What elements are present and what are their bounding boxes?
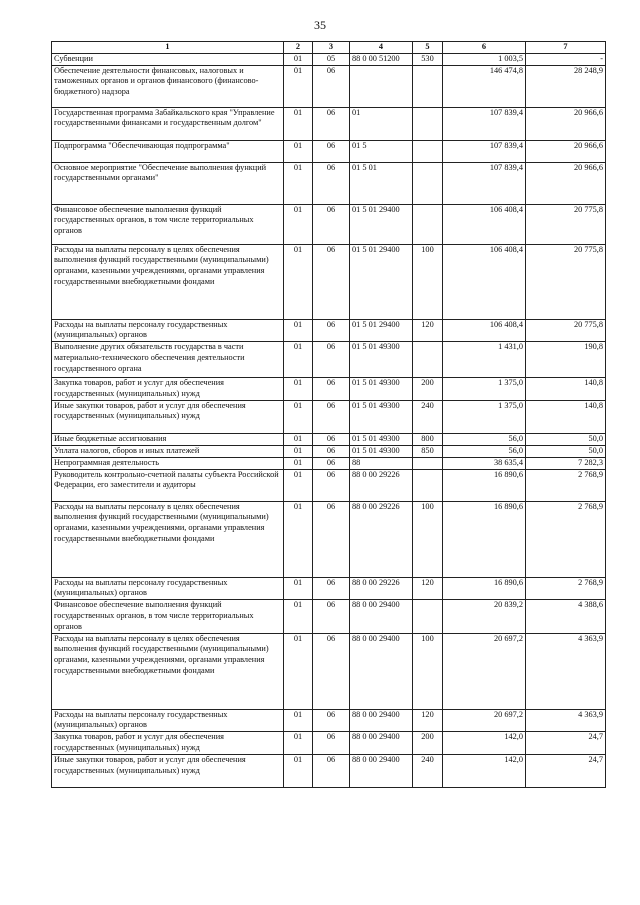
row-target-code: 88 0 00 29400 [350,600,413,633]
page-number: 35 [314,18,326,32]
row-target-code: 01 5 01 29400 [350,204,413,244]
row-section: 01 [284,501,313,577]
row-name: Расходы на выплаты персоналу в целях обеспечения выполнения функций государственными (муниципальными) органами, казенными учреждениями, органами управления государственными внебюджетными фондами [52,244,284,319]
row-section: 01 [284,162,313,204]
row-subsection: 06 [313,342,350,378]
row-value-1: 56,0 [443,445,526,457]
column-header: 6 [443,42,526,54]
row-value-2: 140,8 [526,378,606,401]
row-expense-type: 100 [413,244,443,319]
row-target-code: 88 0 00 29226 [350,501,413,577]
row-value-1: 38 635,4 [443,457,526,469]
row-name: Иные бюджетные ассигнования [52,433,284,445]
table-row [52,600,606,633]
row-name: Подпрограмма "Обеспечивающая подпрограмма" [52,140,284,162]
row-target-code: 88 0 00 51200 [350,53,413,65]
row-value-1: 1 003,5 [443,53,526,65]
row-expense-type: 240 [413,400,443,433]
row-expense-type [413,600,443,633]
row-name: Расходы на выплаты персоналу государственных (муниципальных) органов [52,319,284,342]
row-section: 01 [284,732,313,755]
row-target-code: 88 0 00 29226 [350,577,413,600]
row-expense-type: 120 [413,577,443,600]
row-name: Расходы на выплаты персоналу в целях обеспечения выполнения функций государственными (муниципальными) органами, казенными учреждениями, органами управления государственными внебюджетными фондами [52,633,284,709]
row-target-code: 88 0 00 29400 [350,633,413,709]
row-expense-type [413,469,443,501]
row-expense-type [413,204,443,244]
row-subsection: 06 [313,600,350,633]
row-subsection: 06 [313,469,350,501]
table-row [52,445,606,457]
row-name: Закупка товаров, работ и услуг для обеспечения государственных (муниципальных) нужд [52,378,284,401]
table-row [52,107,606,140]
row-section: 01 [284,633,313,709]
row-expense-type [413,457,443,469]
row-value-2: 2 768,9 [526,501,606,577]
row-section: 01 [284,577,313,600]
column-header: 2 [284,42,313,54]
row-section: 01 [284,244,313,319]
row-target-code: 01 5 01 29400 [350,244,413,319]
row-target-code: 01 5 01 49300 [350,445,413,457]
row-target-code: 88 0 00 29400 [350,754,413,787]
row-value-1: 107 839,4 [443,140,526,162]
table-row [52,244,606,319]
row-target-code: 01 5 01 49300 [350,400,413,433]
row-expense-type: 100 [413,501,443,577]
row-target-code [350,65,413,107]
row-value-1: 106 408,4 [443,204,526,244]
row-value-1: 20 839,2 [443,600,526,633]
row-expense-type: 800 [413,433,443,445]
row-section: 01 [284,469,313,501]
row-value-2: - [526,53,606,65]
row-expense-type [413,65,443,107]
row-section: 01 [284,342,313,378]
row-value-1: 16 890,6 [443,501,526,577]
row-name: Финансовое обеспечение выполнения функций государственных органов, в том числе территориальных органов [52,600,284,633]
row-section: 01 [284,65,313,107]
row-target-code: 88 0 00 29226 [350,469,413,501]
row-value-1: 107 839,4 [443,162,526,204]
table-row [52,754,606,787]
row-target-code: 88 0 00 29400 [350,709,413,732]
row-target-code: 01 5 [350,140,413,162]
row-value-1: 142,0 [443,732,526,755]
table-row [52,501,606,577]
row-expense-type: 100 [413,633,443,709]
row-target-code: 88 0 00 29400 [350,732,413,755]
column-header: 5 [413,42,443,54]
row-subsection: 06 [313,577,350,600]
row-value-2: 20 775,8 [526,319,606,342]
row-value-2: 50,0 [526,433,606,445]
row-target-code: 88 [350,457,413,469]
row-value-1: 106 408,4 [443,319,526,342]
row-target-code: 01 5 01 49300 [350,342,413,378]
row-value-1: 106 408,4 [443,244,526,319]
row-value-1: 146 474,8 [443,65,526,107]
row-value-2: 2 768,9 [526,469,606,501]
row-subsection: 06 [313,319,350,342]
row-name: Расходы на выплаты персоналу государственных (муниципальных) органов [52,709,284,732]
row-name: Непрограммная деятельность [52,457,284,469]
row-subsection: 06 [313,445,350,457]
row-subsection: 06 [313,378,350,401]
row-expense-type: 200 [413,732,443,755]
row-section: 01 [284,319,313,342]
table-row [52,457,606,469]
row-subsection: 06 [313,244,350,319]
table-row [52,400,606,433]
row-target-code: 01 5 01 29400 [350,319,413,342]
row-section: 01 [284,600,313,633]
table-row [52,732,606,755]
table-row [52,577,606,600]
row-value-2: 4 388,6 [526,600,606,633]
row-expense-type: 240 [413,754,443,787]
row-section: 01 [284,445,313,457]
row-subsection: 06 [313,501,350,577]
row-subsection: 06 [313,709,350,732]
row-subsection: 06 [313,732,350,755]
row-expense-type [413,140,443,162]
row-subsection: 06 [313,107,350,140]
table-row [52,204,606,244]
row-name: Выполнение других обязательств государства в части материально-технического обеспечения деятельности государственного органа [52,342,284,378]
row-section: 01 [284,378,313,401]
row-section: 01 [284,107,313,140]
row-value-1: 1 375,0 [443,378,526,401]
table-row [52,65,606,107]
row-name: Закупка товаров, работ и услуг для обеспечения государственных (муниципальных) нужд [52,732,284,755]
column-header: 3 [313,42,350,54]
row-name: Обеспечение деятельности финансовых, налоговых и таможенных органов и органов финансового (финансово-бюджетного) надзора [52,65,284,107]
row-value-2: 20 775,8 [526,244,606,319]
column-header: 4 [350,42,413,54]
table-row [52,319,606,342]
row-section: 01 [284,140,313,162]
row-value-2: 140,8 [526,400,606,433]
row-name: Расходы на выплаты персоналу государственных (муниципальных) органов [52,577,284,600]
row-value-2: 4 363,9 [526,709,606,732]
row-value-2: 2 768,9 [526,577,606,600]
row-value-2: 4 363,9 [526,633,606,709]
row-subsection: 05 [313,53,350,65]
row-value-1: 56,0 [443,433,526,445]
row-section: 01 [284,754,313,787]
budget-table [51,41,606,788]
row-target-code: 01 5 01 49300 [350,433,413,445]
row-target-code: 01 5 01 49300 [350,378,413,401]
row-name: Финансовое обеспечение выполнения функций государственных органов, в том числе территориальных органов [52,204,284,244]
table-row [52,162,606,204]
row-name: Иные закупки товаров, работ и услуг для обеспечения государственных (муниципальных) нужд [52,754,284,787]
row-subsection: 06 [313,65,350,107]
table-row [52,709,606,732]
row-value-1: 1 431,0 [443,342,526,378]
row-subsection: 06 [313,400,350,433]
row-value-1: 20 697,2 [443,709,526,732]
row-expense-type [413,342,443,378]
row-name: Руководитель контрольно-счетной палаты субъекта Российской Федерации, его заместители и аудиторы [52,469,284,501]
table-row [52,378,606,401]
row-section: 01 [284,53,313,65]
row-value-2: 20 966,6 [526,140,606,162]
row-section: 01 [284,709,313,732]
row-subsection: 06 [313,633,350,709]
row-subsection: 06 [313,162,350,204]
row-value-1: 16 890,6 [443,469,526,501]
table-row [52,433,606,445]
row-value-2: 28 248,9 [526,65,606,107]
row-expense-type [413,107,443,140]
row-expense-type: 530 [413,53,443,65]
row-value-1: 16 890,6 [443,577,526,600]
row-section: 01 [284,457,313,469]
row-name: Уплата налогов, сборов и иных платежей [52,445,284,457]
row-target-code: 01 5 01 [350,162,413,204]
row-value-2: 24,7 [526,732,606,755]
column-header: 7 [526,42,606,54]
row-value-2: 20 775,8 [526,204,606,244]
row-value-2: 50,0 [526,445,606,457]
row-value-2: 7 282,3 [526,457,606,469]
row-name: Основное мероприятие "Обеспечение выполнения функций государственными органами" [52,162,284,204]
row-name: Государственная программа Забайкальского края "Управление государственными финансами и государственным долгом" [52,107,284,140]
table-row [52,140,606,162]
row-target-code: 01 [350,107,413,140]
row-section: 01 [284,433,313,445]
row-value-2: 190,8 [526,342,606,378]
column-header: 1 [52,42,284,54]
row-subsection: 06 [313,140,350,162]
row-value-1: 107 839,4 [443,107,526,140]
table-row [52,342,606,378]
row-name: Иные закупки товаров, работ и услуг для обеспечения государственных (муниципальных) нужд [52,400,284,433]
table-row [52,469,606,501]
row-expense-type: 120 [413,319,443,342]
row-expense-type [413,162,443,204]
row-expense-type: 120 [413,709,443,732]
table-row [52,53,606,65]
row-name: Субвенции [52,53,284,65]
row-value-1: 142,0 [443,754,526,787]
row-section: 01 [284,204,313,244]
table-row [52,633,606,709]
row-expense-type: 850 [413,445,443,457]
row-value-2: 24,7 [526,754,606,787]
row-subsection: 06 [313,204,350,244]
row-value-2: 20 966,6 [526,107,606,140]
row-section: 01 [284,400,313,433]
row-value-1: 20 697,2 [443,633,526,709]
row-name: Расходы на выплаты персоналу в целях обеспечения выполнения функций государственными (муниципальными) органами, казенными учреждениями, органами управления государственными внебюджетными фондами [52,501,284,577]
row-value-1: 1 375,0 [443,400,526,433]
row-value-2: 20 966,6 [526,162,606,204]
table-header-row [52,42,606,54]
table-body [52,53,606,787]
row-subsection: 06 [313,457,350,469]
row-expense-type: 200 [413,378,443,401]
row-subsection: 06 [313,433,350,445]
row-subsection: 06 [313,754,350,787]
